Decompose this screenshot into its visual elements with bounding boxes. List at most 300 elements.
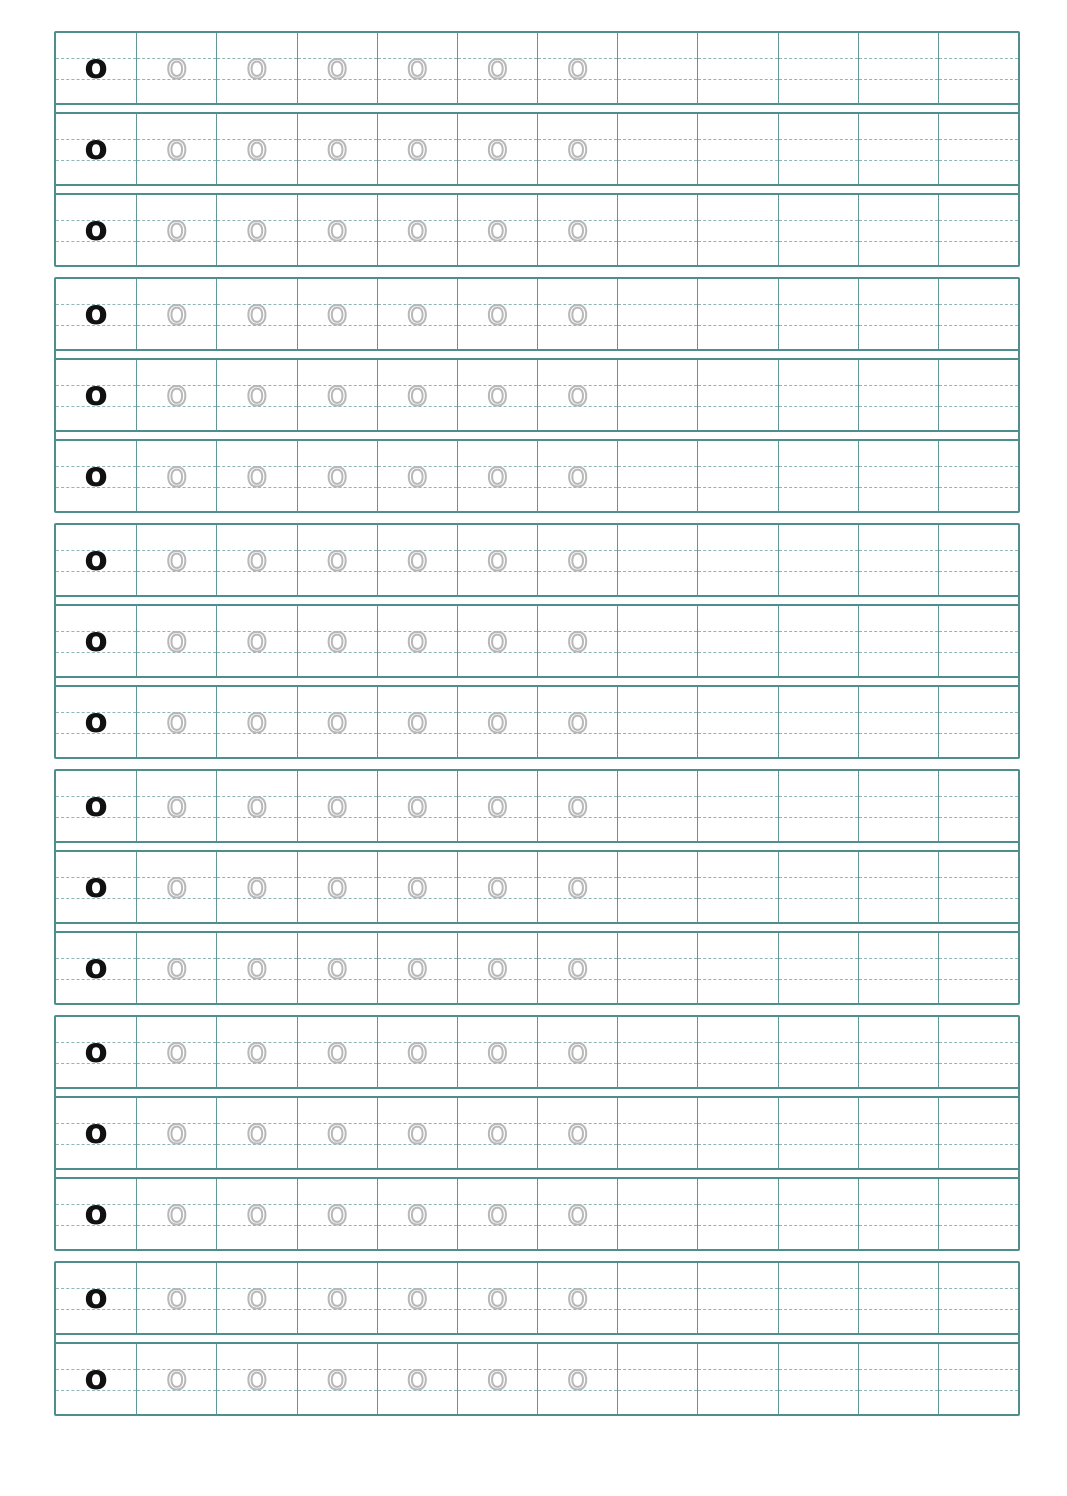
guide-line-baseline (859, 406, 938, 407)
blank-cell (858, 360, 938, 430)
trace-cell (457, 687, 537, 757)
trace-cell (537, 1344, 617, 1414)
guide-line-upper (779, 139, 858, 140)
guide-line-baseline (859, 652, 938, 653)
trace-letter: o (567, 539, 589, 579)
practice-row (56, 606, 1018, 676)
blank-cell (778, 279, 858, 349)
guide-line-baseline (779, 406, 858, 407)
trace-cell (377, 195, 457, 265)
blank-cell (697, 933, 777, 1003)
trace-cell (216, 1344, 296, 1414)
guide-line-upper (779, 1123, 858, 1124)
blank-cell (938, 1263, 1018, 1333)
blank-cell (617, 771, 697, 841)
blank-cell (617, 195, 697, 265)
blank-cell (697, 441, 777, 511)
trace-cell (216, 525, 296, 595)
row-separator (56, 1087, 1018, 1098)
guide-line-baseline (698, 325, 777, 326)
trace-cell (297, 606, 377, 676)
guide-line-upper (859, 796, 938, 797)
trace-letter: o (567, 1112, 589, 1152)
guide-line-upper (859, 139, 938, 140)
guide-line-baseline (779, 241, 858, 242)
guide-line-upper (618, 1123, 697, 1124)
guide-line-upper (859, 550, 938, 551)
trace-cell (457, 1098, 537, 1168)
trace-letter: o (406, 1358, 428, 1398)
blank-cell (938, 1344, 1018, 1414)
guide-line-baseline (779, 1144, 858, 1145)
trace-cell (136, 933, 216, 1003)
blank-cell (938, 441, 1018, 511)
trace-letter: o (406, 1112, 428, 1152)
guide-line-upper (939, 877, 1018, 878)
model-letter: o (84, 47, 108, 87)
blank-cell (858, 114, 938, 184)
trace-cell (377, 441, 457, 511)
trace-letter: o (326, 128, 348, 168)
blank-cell (697, 687, 777, 757)
guide-line-baseline (859, 817, 938, 818)
blank-cell (697, 1098, 777, 1168)
model-cell (56, 1263, 136, 1333)
trace-letter: o (406, 620, 428, 660)
blank-cell (697, 33, 777, 103)
trace-letter: o (567, 209, 589, 249)
model-letter: o (84, 455, 108, 495)
trace-cell (457, 114, 537, 184)
guide-line-upper (618, 1204, 697, 1205)
guide-line-baseline (939, 979, 1018, 980)
blank-cell (778, 852, 858, 922)
row-separator (56, 676, 1018, 687)
blank-cell (617, 33, 697, 103)
guide-line-upper (859, 1369, 938, 1370)
trace-cell (457, 933, 537, 1003)
trace-letter: o (487, 539, 508, 579)
guide-line-baseline (939, 652, 1018, 653)
guide-line-baseline (859, 79, 938, 80)
guide-line-baseline (779, 160, 858, 161)
practice-block (54, 1261, 1020, 1416)
guide-line-upper (939, 1288, 1018, 1289)
guide-line-baseline (779, 1225, 858, 1226)
practice-row (56, 1344, 1018, 1414)
trace-cell (537, 852, 617, 922)
trace-cell (537, 114, 617, 184)
guide-line-baseline (698, 1144, 777, 1145)
blank-cell (697, 1344, 777, 1414)
guide-line-upper (859, 58, 938, 59)
trace-cell (297, 525, 377, 595)
blank-cell (697, 360, 777, 430)
blank-cell (778, 525, 858, 595)
blank-cell (617, 687, 697, 757)
trace-cell (537, 1017, 617, 1087)
guide-line-baseline (859, 1063, 938, 1064)
guide-line-baseline (859, 241, 938, 242)
trace-letter: o (487, 785, 508, 825)
practice-block (54, 277, 1020, 513)
guide-line-upper (618, 139, 697, 140)
model-letter: o (84, 539, 108, 579)
trace-letter: o (406, 455, 428, 495)
trace-letter: o (487, 1193, 508, 1233)
blank-cell (858, 1017, 938, 1087)
guide-line-baseline (859, 571, 938, 572)
row-separator (56, 841, 1018, 852)
guide-line-baseline (618, 160, 697, 161)
model-cell (56, 195, 136, 265)
guide-line-baseline (698, 1063, 777, 1064)
trace-cell (297, 1017, 377, 1087)
guide-line-upper (779, 796, 858, 797)
practice-block (54, 523, 1020, 759)
guide-line-baseline (939, 1225, 1018, 1226)
trace-cell (216, 1263, 296, 1333)
guide-line-upper (618, 1042, 697, 1043)
trace-cell (297, 1263, 377, 1333)
guide-line-baseline (618, 571, 697, 572)
trace-cell (216, 771, 296, 841)
blank-cell (697, 1263, 777, 1333)
trace-cell (136, 360, 216, 430)
trace-letter: o (406, 866, 428, 906)
trace-cell (297, 360, 377, 430)
guide-line-baseline (698, 1309, 777, 1310)
blank-cell (778, 441, 858, 511)
trace-letter: o (487, 47, 508, 87)
trace-letter: o (166, 701, 188, 741)
guide-line-upper (698, 1204, 777, 1205)
trace-letter: o (326, 947, 348, 987)
trace-cell (537, 606, 617, 676)
trace-letter: o (246, 47, 268, 87)
trace-letter: o (326, 1358, 348, 1398)
practice-row (56, 687, 1018, 757)
practice-row (56, 1263, 1018, 1333)
guide-line-upper (779, 304, 858, 305)
trace-cell (537, 360, 617, 430)
trace-letter: o (246, 947, 268, 987)
trace-cell (537, 525, 617, 595)
trace-letter: o (166, 785, 188, 825)
trace-cell (537, 1179, 617, 1249)
guide-line-baseline (618, 325, 697, 326)
trace-letter: o (326, 1193, 348, 1233)
trace-cell (216, 606, 296, 676)
blank-cell (617, 1098, 697, 1168)
guide-line-baseline (939, 1309, 1018, 1310)
trace-letter: o (166, 455, 188, 495)
guide-line-baseline (618, 487, 697, 488)
guide-line-upper (779, 385, 858, 386)
practice-row (56, 1179, 1018, 1249)
guide-line-baseline (859, 325, 938, 326)
trace-cell (136, 687, 216, 757)
trace-letter: o (246, 455, 268, 495)
blank-cell (697, 852, 777, 922)
trace-cell (297, 33, 377, 103)
model-cell (56, 1179, 136, 1249)
model-cell (56, 33, 136, 103)
trace-cell (297, 852, 377, 922)
guide-line-upper (618, 877, 697, 878)
guide-line-upper (859, 1042, 938, 1043)
trace-letter: o (326, 785, 348, 825)
guide-line-baseline (618, 1225, 697, 1226)
model-cell (56, 933, 136, 1003)
trace-letter: o (567, 785, 589, 825)
guide-line-baseline (779, 733, 858, 734)
trace-letter: o (166, 947, 188, 987)
trace-cell (457, 279, 537, 349)
blank-cell (938, 1098, 1018, 1168)
trace-cell (297, 195, 377, 265)
practice-row (56, 33, 1018, 103)
blank-cell (617, 1263, 697, 1333)
trace-letter: o (406, 947, 428, 987)
trace-letter: o (567, 1358, 589, 1398)
guide-line-upper (698, 712, 777, 713)
blank-cell (617, 606, 697, 676)
guide-line-baseline (698, 652, 777, 653)
guide-line-upper (779, 1369, 858, 1370)
guide-line-baseline (859, 898, 938, 899)
blank-cell (778, 33, 858, 103)
blank-cell (617, 1179, 697, 1249)
trace-letter: o (406, 47, 428, 87)
guide-line-baseline (698, 79, 777, 80)
row-separator (56, 430, 1018, 441)
trace-letter: o (487, 455, 508, 495)
guide-line-baseline (939, 733, 1018, 734)
trace-cell (216, 114, 296, 184)
guide-line-upper (698, 877, 777, 878)
trace-letter: o (406, 209, 428, 249)
trace-letter: o (166, 620, 188, 660)
trace-letter: o (567, 374, 589, 414)
guide-line-upper (939, 139, 1018, 140)
guide-line-baseline (939, 817, 1018, 818)
blank-cell (858, 279, 938, 349)
guide-line-upper (779, 1288, 858, 1289)
practice-row (56, 441, 1018, 511)
trace-cell (377, 33, 457, 103)
guide-line-baseline (939, 487, 1018, 488)
guide-line-upper (779, 877, 858, 878)
guide-line-upper (779, 631, 858, 632)
trace-cell (537, 33, 617, 103)
trace-cell (377, 1179, 457, 1249)
trace-cell (457, 195, 537, 265)
blank-cell (858, 852, 938, 922)
guide-line-upper (698, 631, 777, 632)
guide-line-upper (859, 712, 938, 713)
trace-letter: o (487, 374, 508, 414)
trace-cell (136, 1098, 216, 1168)
model-cell (56, 441, 136, 511)
trace-cell (377, 1098, 457, 1168)
practice-block (54, 769, 1020, 1005)
guide-line-baseline (698, 160, 777, 161)
blank-cell (938, 360, 1018, 430)
trace-letter: o (567, 455, 589, 495)
blank-cell (858, 687, 938, 757)
practice-row (56, 525, 1018, 595)
trace-letter: o (326, 1031, 348, 1071)
blank-cell (617, 1017, 697, 1087)
guide-line-upper (939, 1123, 1018, 1124)
trace-letter: o (246, 374, 268, 414)
guide-line-upper (618, 466, 697, 467)
blank-cell (697, 1179, 777, 1249)
guide-line-upper (698, 550, 777, 551)
trace-letter: o (567, 293, 589, 333)
guide-line-upper (698, 1042, 777, 1043)
guide-line-upper (618, 712, 697, 713)
blank-cell (938, 687, 1018, 757)
trace-letter: o (246, 539, 268, 579)
blank-cell (938, 1017, 1018, 1087)
guide-line-upper (618, 1369, 697, 1370)
trace-letter: o (406, 701, 428, 741)
trace-cell (136, 852, 216, 922)
guide-line-baseline (698, 406, 777, 407)
model-cell (56, 114, 136, 184)
model-letter: o (84, 866, 108, 906)
guide-line-baseline (939, 1144, 1018, 1145)
blank-cell (617, 114, 697, 184)
trace-cell (216, 687, 296, 757)
trace-letter: o (487, 947, 508, 987)
model-letter: o (84, 1277, 108, 1317)
trace-letter: o (487, 1031, 508, 1071)
trace-letter: o (166, 1031, 188, 1071)
trace-letter: o (406, 1031, 428, 1071)
trace-letter: o (246, 785, 268, 825)
trace-letter: o (246, 620, 268, 660)
trace-letter: o (246, 1031, 268, 1071)
guide-line-upper (618, 796, 697, 797)
blank-cell (938, 852, 1018, 922)
guide-line-baseline (859, 733, 938, 734)
guide-line-upper (779, 1042, 858, 1043)
row-separator (56, 922, 1018, 933)
guide-line-upper (618, 550, 697, 551)
guide-line-upper (779, 1204, 858, 1205)
guide-line-upper (939, 304, 1018, 305)
blank-cell (858, 525, 938, 595)
trace-cell (457, 441, 537, 511)
trace-letter: o (487, 866, 508, 906)
guide-line-upper (939, 796, 1018, 797)
row-separator (56, 103, 1018, 114)
trace-letter: o (246, 1112, 268, 1152)
trace-letter: o (406, 1193, 428, 1233)
guide-line-baseline (939, 79, 1018, 80)
model-letter: o (84, 1112, 108, 1152)
blank-cell (858, 933, 938, 1003)
trace-letter: o (487, 620, 508, 660)
blank-cell (697, 771, 777, 841)
trace-cell (377, 1263, 457, 1333)
trace-letter: o (326, 455, 348, 495)
guide-line-baseline (859, 160, 938, 161)
model-letter: o (84, 209, 108, 249)
guide-line-upper (939, 58, 1018, 59)
trace-cell (537, 1263, 617, 1333)
guide-line-baseline (618, 241, 697, 242)
guide-line-upper (859, 1288, 938, 1289)
guide-line-baseline (939, 160, 1018, 161)
trace-letter: o (166, 293, 188, 333)
guide-line-upper (939, 631, 1018, 632)
guide-line-baseline (859, 487, 938, 488)
guide-line-baseline (779, 571, 858, 572)
trace-cell (216, 1179, 296, 1249)
trace-cell (537, 279, 617, 349)
trace-letter: o (567, 47, 589, 87)
trace-cell (297, 771, 377, 841)
trace-letter: o (406, 374, 428, 414)
blank-cell (858, 771, 938, 841)
trace-cell (537, 1098, 617, 1168)
trace-letter: o (567, 1277, 589, 1317)
trace-letter: o (326, 620, 348, 660)
blank-cell (617, 360, 697, 430)
blank-cell (617, 441, 697, 511)
model-cell (56, 360, 136, 430)
trace-cell (136, 1263, 216, 1333)
row-separator (56, 1168, 1018, 1179)
trace-letter: o (246, 209, 268, 249)
model-cell (56, 1344, 136, 1414)
guide-line-upper (618, 1288, 697, 1289)
trace-letter: o (326, 701, 348, 741)
guide-line-baseline (698, 487, 777, 488)
guide-line-upper (618, 220, 697, 221)
guide-line-upper (698, 466, 777, 467)
practice-row (56, 1098, 1018, 1168)
trace-letter: o (326, 209, 348, 249)
guide-line-upper (859, 958, 938, 959)
trace-cell (457, 1017, 537, 1087)
guide-line-baseline (779, 979, 858, 980)
blank-cell (617, 852, 697, 922)
trace-letter: o (326, 374, 348, 414)
guide-line-baseline (618, 1309, 697, 1310)
blank-cell (778, 195, 858, 265)
guide-line-baseline (939, 1063, 1018, 1064)
trace-letter: o (567, 1193, 589, 1233)
trace-letter: o (166, 866, 188, 906)
trace-letter: o (487, 1358, 508, 1398)
practice-block (54, 1015, 1020, 1251)
guide-line-baseline (618, 79, 697, 80)
model-letter: o (84, 620, 108, 660)
trace-cell (457, 360, 537, 430)
trace-cell (537, 441, 617, 511)
guide-line-baseline (779, 817, 858, 818)
trace-cell (216, 360, 296, 430)
trace-letter: o (246, 1277, 268, 1317)
blank-cell (697, 114, 777, 184)
trace-cell (537, 195, 617, 265)
trace-letter: o (487, 1112, 508, 1152)
